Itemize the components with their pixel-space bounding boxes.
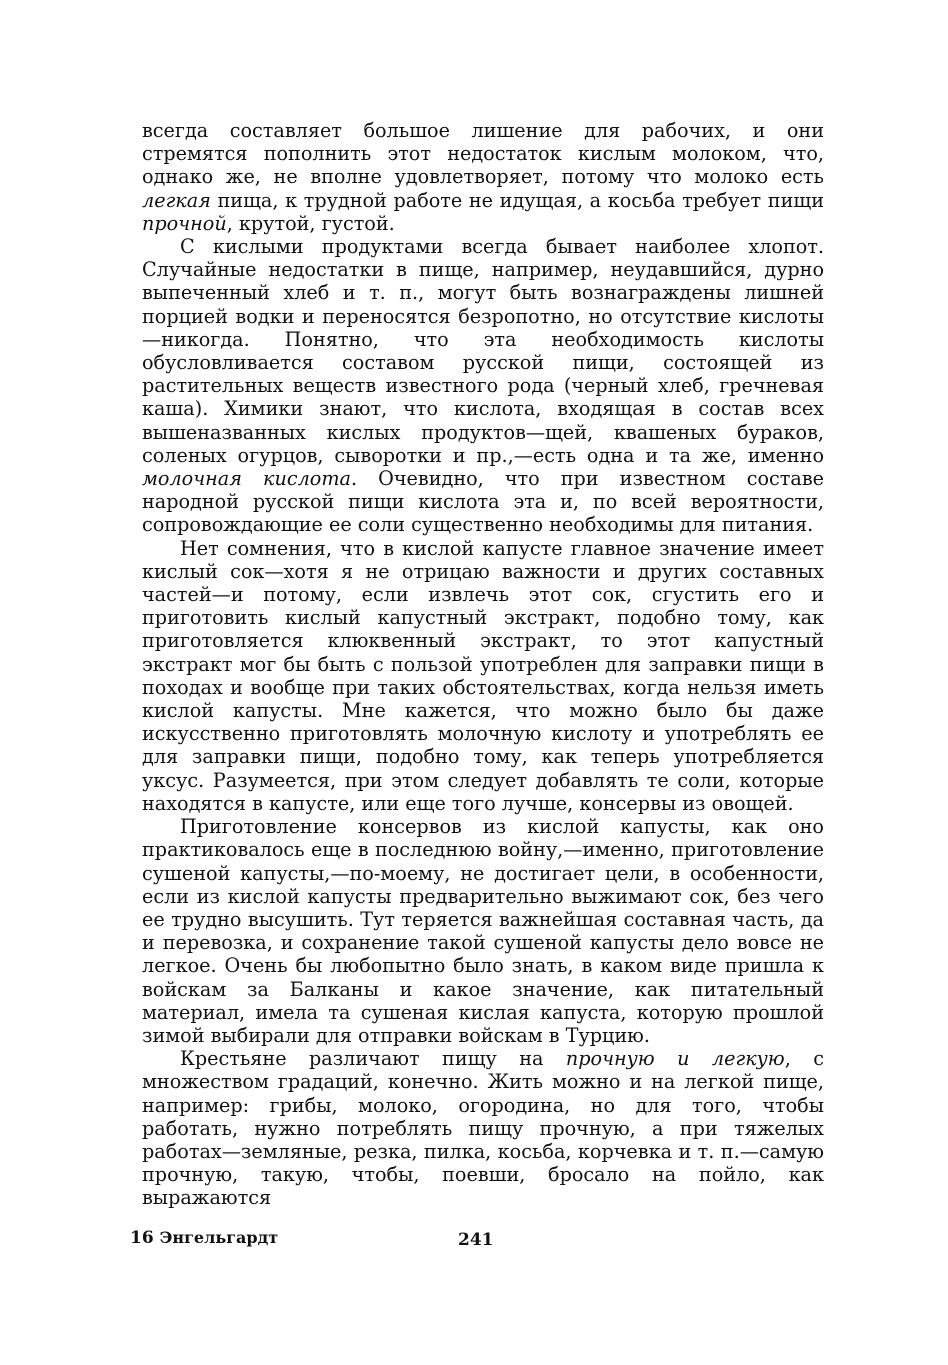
paragraph (142, 815, 824, 1047)
text-run: Крестьяне различают пищу на (180, 1047, 566, 1071)
text-run: Приготовление консервов из кислой капусты, как оно практиковалось еще в последнюю войну,—именно, приготовление сушеной капусты,—по-моему, не достигает цели, в особенности, если из кислой капусты предварительно выжимают сок, без чего ее трудно высушить. Тут теряется важнейшая составная часть, да и перевозка, и сохранение такой сушеной капусты дело вовсе не легкое. Очень бы любопытно было знать, в каком виде пришла к войскам за Балканы и какое значение, как питательный материал, имела та сушеная кислая капуста, которую прошлой зимой выбирали для отправки войскам в Турцию. (142, 815, 824, 1047)
paragraph (142, 119, 824, 235)
paragraph (142, 235, 824, 537)
paragraph (142, 537, 824, 815)
printer-signature (130, 1228, 278, 1248)
italic-phrase: прочной (142, 211, 227, 235)
paragraph (142, 1047, 824, 1209)
italic-phrase: молочная кислота (142, 467, 351, 491)
page-number: 241 (458, 1230, 494, 1250)
italic-phrase: прочную и легкую (565, 1047, 785, 1071)
text-run: пища, к трудной работе не идущая, а косьба требует пищи (210, 188, 824, 212)
text-run: , крутой, густой. (226, 211, 395, 235)
page-footer (130, 1228, 830, 1254)
text-run: всегда составляет большое лишение для рабочих, и они стремятся пополнить этот недостаток кислым молоком, что, однако же, не вполне удовлетворяет, потому что молоко есть (142, 119, 824, 189)
italic-phrase: легкая (142, 188, 211, 212)
text-run: . Очевидно, что при известном составе народной русской пищи кислота эта и, по всей вероятности, сопровождающие ее соли существенно необходимы для питания. (142, 467, 825, 537)
signature-name: Энгельгардт (159, 1228, 279, 1247)
body-text (142, 119, 824, 1210)
signature-number: 16 (130, 1228, 154, 1248)
text-run: , с множеством градаций, конечно. Жить можно и на легкой пище, например: грибы, молоко, огородина, но для того, чтобы работать, нужно потреблять пищу прочную, а при тяжелых работах—земляные, резка, пилка, косьба, корчевка и т. п.—самую прочную, такую, чтобы, поевши, бросало на пойло, как выражаются (142, 1047, 824, 1210)
text-run: Нет сомнения, что в кислой капусте главное значение имеет кислый сок—хотя я не отрицаю важности и других составных частей—и потому, если извлечь этот сок, сгустить его и приготовить кислый капустный экстракт, подобно тому, как приготовляется клюквенный экстракт, то этот капустный экстракт мог бы быть с пользой употреблен для заправки пищи в походах и вообще при таких обстоятельствах, когда нельзя иметь кислой капусты. Мне кажется, что можно было бы даже искусственно приготовлять молочную кислоту и употреблять ее для заправки пищи, подобно тому, как теперь употребляется уксус. Разумеется, при этом следует добавлять те соли, которые находятся в капусте, или еще того лучше, консервы из овощей. (142, 536, 824, 815)
text-run: С кислыми продуктами всегда бывает наиболее хлопот. Случайные недостатки в пище, например, неудавшийся, дурно выпеченный хлеб и т. п., могут быть вознаграждены лишней порцией водки и переносятся безропотно, но отсутствие кислоты—никогда. Понятно, что эта необходимость кислоты обусловливается составом русской пищи, состоящей из растительных веществ известного рода (черный хлеб, гречневая каша). Химики знают, что кислота, входящая в состав всех вышеназванных кислых продуктов—щей, квашеных бураков, соленых огурцов, сыворотки и пр.,—есть одна и та же, именно (142, 235, 824, 467)
